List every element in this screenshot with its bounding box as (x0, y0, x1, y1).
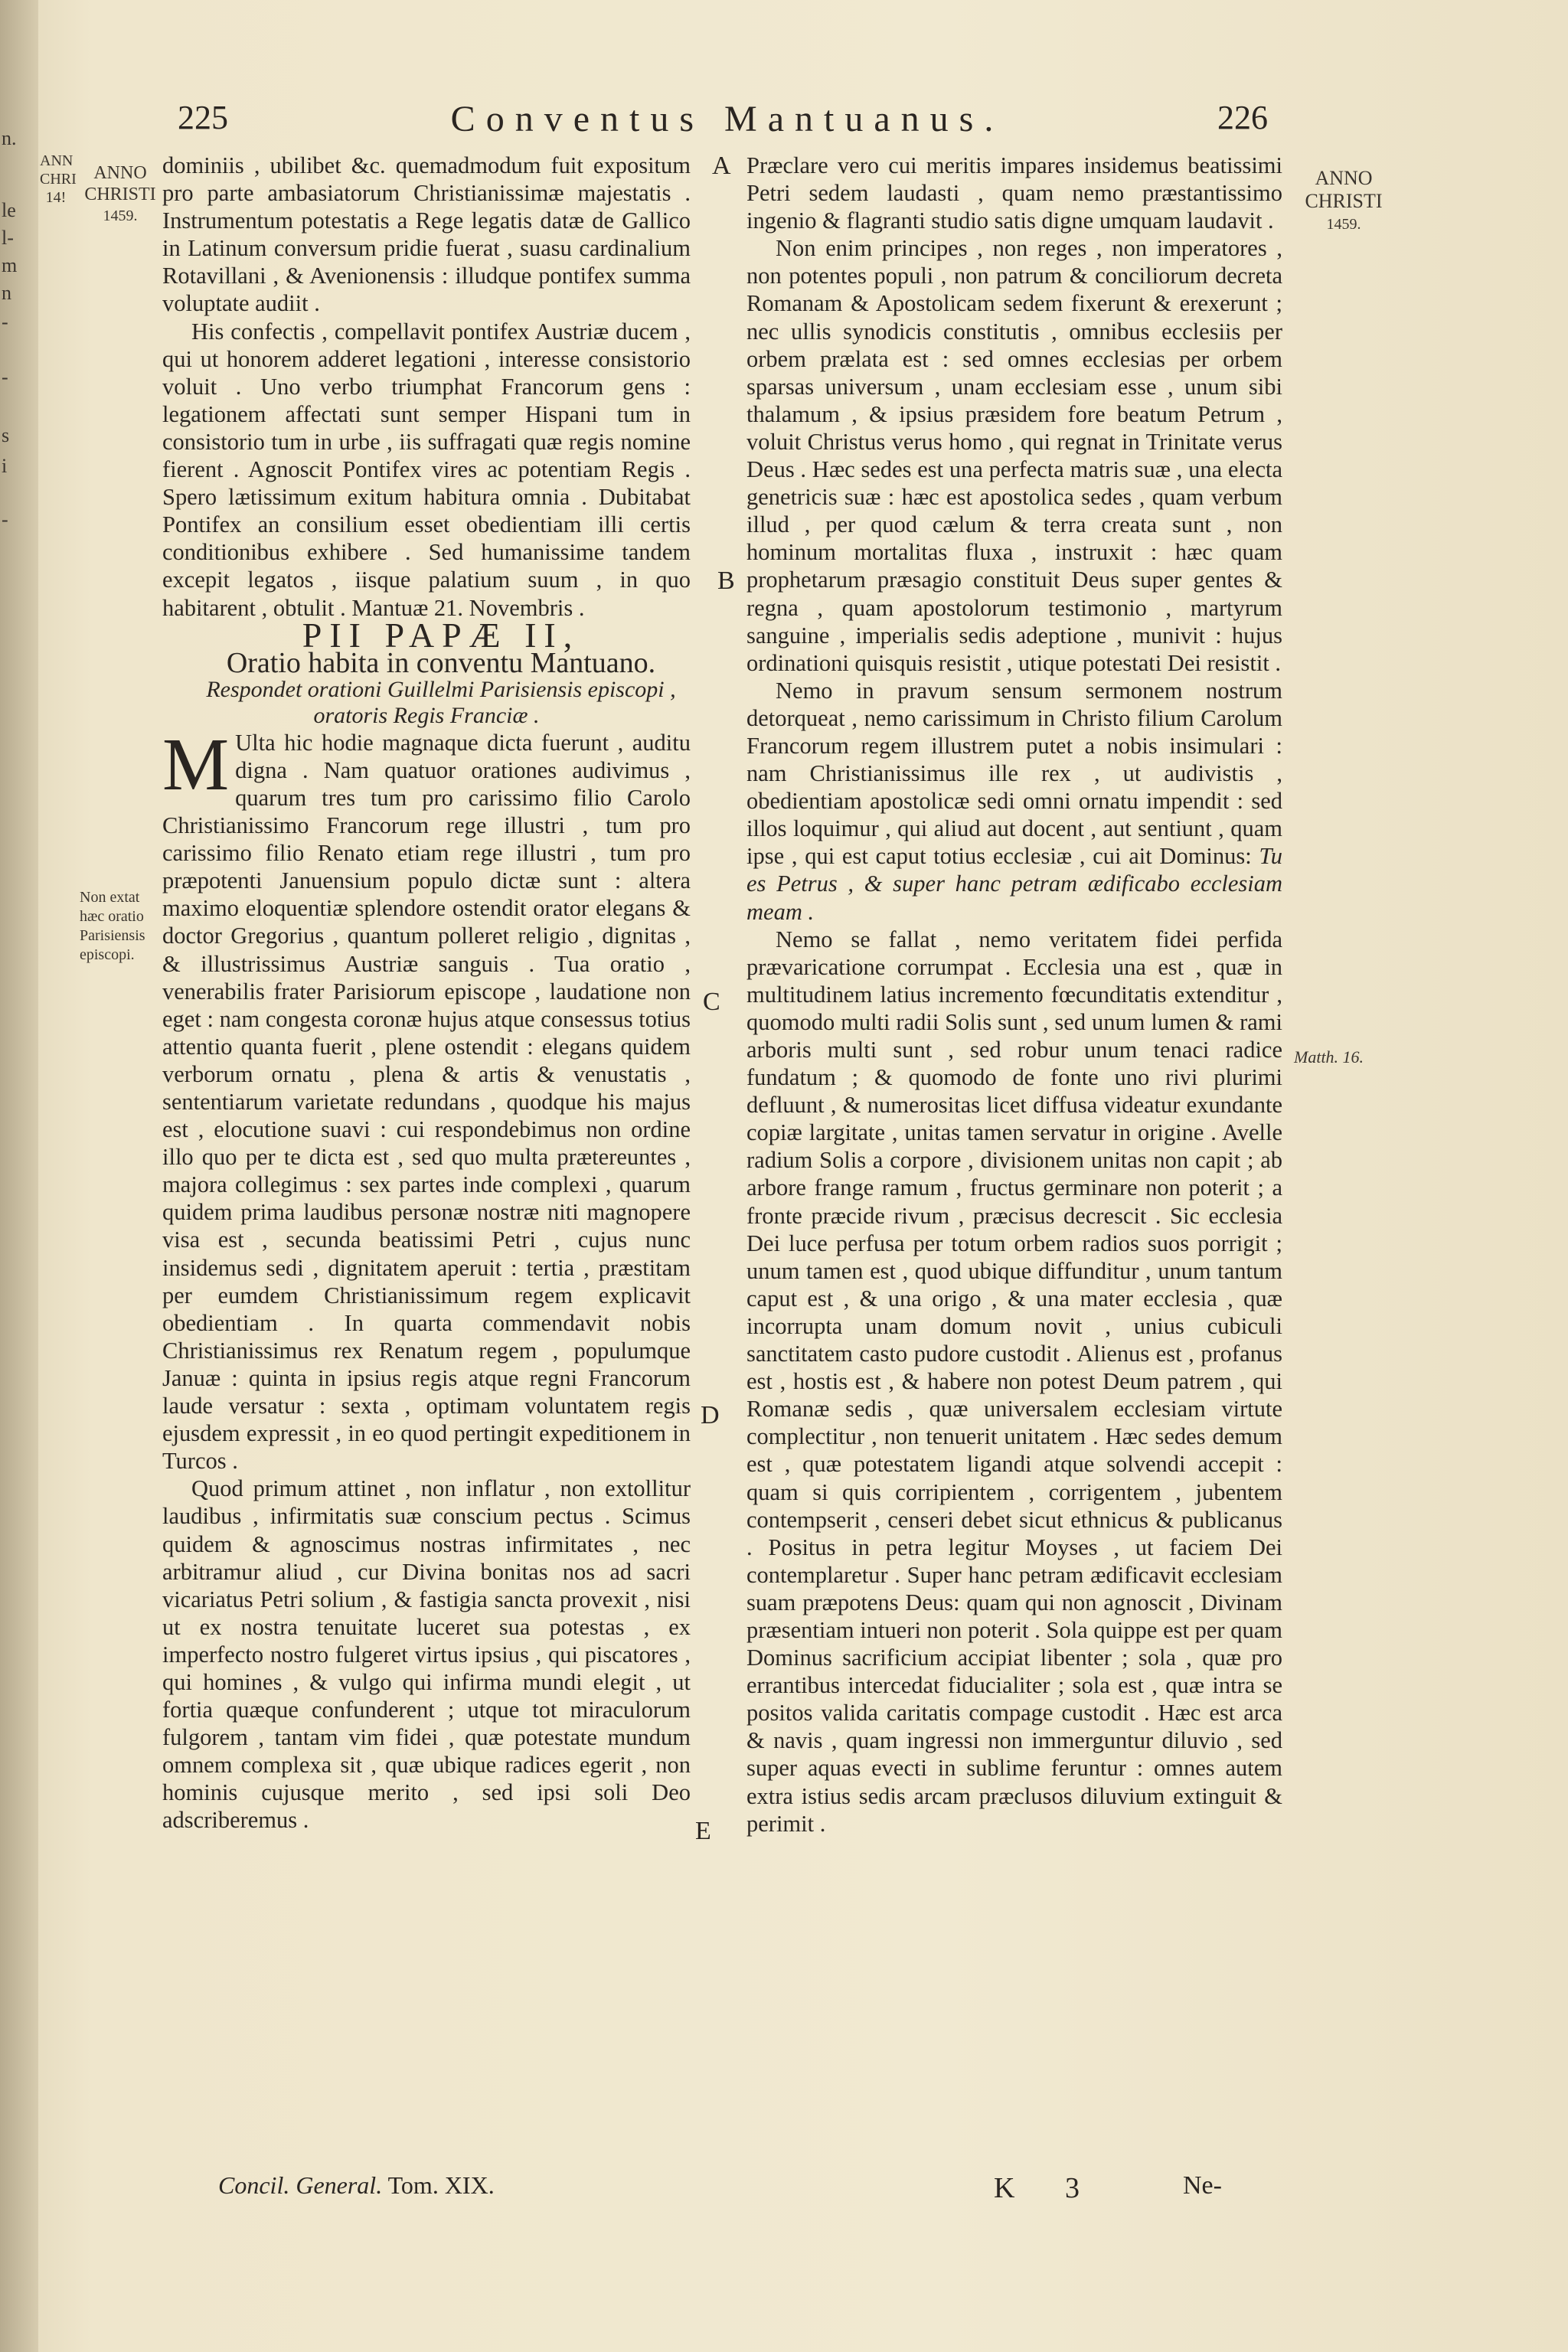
section-title: PII PAPÆ II, (302, 615, 580, 655)
section-subtitle: Oratio habita in conventu Mantuano. (226, 646, 656, 679)
non-extat-note: Non extat hæc oratio Parisiensis episcopi. (80, 889, 145, 963)
margin-fragment: i (2, 455, 8, 477)
catchword: Ne- (1183, 2171, 1222, 2200)
binding-gutter (0, 0, 38, 2352)
anno-christi-left: ANNO CHRISTI 1459. (84, 163, 156, 224)
anno-fragment: ANN CHRI 14! (40, 152, 77, 206)
left-column (162, 152, 691, 1834)
paragraph: Nemo in pravum sensum sermonem nostrum detorqueat , nemo carissimum in Christo filium Carolum Francorum regem illustrem putet a nobis insimulari : nam Christianissimus ille rex , ut audivistis , obedientiam apostolicæ sedi omni ornatu impendit : sed illos loquimur , qui aliud aut docent , aut sentiunt , quam ipse , qui est caput totius ecclesiæ , cui ait Dominus: Tu es Petrus , & super hanc petram ædificabo ecclesiam meam . (746, 677, 1283, 925)
paragraph: M Ulta hic hodie magnaque dicta fuerunt , auditu digna . Nam quatuor orationes audivimus , quarum tres tum pro carissimo filio Carolo Christianissimo Francorum rege illustri , tum pro carissimo filio Renato etiam rege illustri , tum pro præpotenti Januensium populo dictæ sunt : altera maximo eloquentiæ splendore ostendit orator elegans & doctor Gregorius , quantum polleret religio , dignitas , & illustrissimus Austriæ sanguis . Tua oratio , venerabilis frater Parisiorum episcope , laudatione non eget : nam congesta coronæ hujus atque consessus totius attentio quanta fuerit , plene ostendit : elegans quidem verborum ornatu , plena & artis & venustatis , sententiarum varietate redundans , quodque his majus est , elocutione suavi : cui respondebimus non ordine illo quo per te dicta est , sed quo multa prætereuntes , majora collegimus : sex partes inde complexi , quarum quidem prima laudibus personæ nostræ niti magnopere visa est , secunda beatissimi Petri , cujus nunc insidemus sedi , dignitatem aperuit : tertia , præstitam per eumdem Christianissimum regem explicavit obedientiam . In quarta commendavit nobis Christianissimus rex Renatum regem , populumque Januæ : quinta in ipsius regis atque regni Francorum laude versatur : sexta , optimam voluntatem regis ejusdem expressit , in eo quod pertingit expeditionem in Turcos . (162, 723, 691, 1475)
drop-cap: M (162, 723, 230, 806)
section-letter-d: D (701, 1401, 720, 1429)
paragraph: Non enim principes , non reges , non imperatores , non potentes populi , non patrum & conciliorum decreta Romanam & Apostolicam sedem fixerunt & erexerunt ; nec ullis synodicis constitutis , omnibus ecclesiis per orbem prælata est : sed omnes ecclesias per orbem sparsas universum , unam ecclesiam esse , unum sibi thalamum , & ipsius præsidem fore beatum Petrum , voluit Christus verus homo , qui regnat in Trinitate verus Deus . Hæc sedes est una perfecta matris suæ , una electa genetricis suæ : hæc est apostolica sedes , quam verbum illud , per quod cælum & terra creata sunt , non hominum mortalitas fluxa , instruxit : hæc quam prophetarum præsagio constituit Deus super gentes & regna , quam apostolorum testimonio , martyrum sanguine , imperialis sedis adeptione , munivit : hujus ordinationi quisquis resistit , utique potestati Dei resistit . (746, 235, 1282, 676)
section-letter-b: B (717, 567, 735, 595)
rubric: Respondet orationi Guillelmi Parisiensis episcopi , oratoris Regis Franciæ . (206, 676, 676, 728)
anno-christi-right: ANNO CHRISTI 1459. (1305, 167, 1383, 233)
margin-fragment: s (2, 424, 10, 446)
margin-fragment: l- (2, 227, 14, 249)
scripture-quote: Tu es Petrus , & super hanc petram ædificabo ecclesiam meam . (746, 843, 1283, 925)
margin-fragment: - (2, 366, 8, 388)
paragraph: His confectis , compellavit pontifex Austriæ ducem , qui ut honorem adderet legationi , interesse consistorio voluit . Uno verbo triumphat Francorum gens : legationem affectati sunt semper Hispani tum in consistorio tum in urbe , iis suffragati quæ regis nomine fierent . Agnoscit Pontifex vires ac potentiam Regis . Spero lætissimum exitum habitura omnia . Dubitabat Pontifex an consilium esset obedientiam illi certis conditionibus exhibere . Sed humanissime tandem excepit legatos , iisque palatium suum , in quo habitarent , obtulit . Mantuæ 21. Novembris . (162, 318, 691, 621)
section-letter-a: A (712, 152, 731, 180)
matthew-reference: Matth. 16. (1294, 1047, 1364, 1067)
page-header (0, 98, 1568, 144)
margin-fragment: le (2, 199, 16, 221)
right-page-number: 226 (1217, 99, 1268, 136)
margin-fragment: n. (2, 127, 17, 149)
paragraph: Quod primum attinet , non inflatur , non extollitur laudibus , infirmitatis suæ conscium pectus . Scimus quidem & agnoscimus nostras infirmitates , nec arbitramur aliud , cur Divina bonitas nos ad sacri vicariatus Petri solium , & fastigia sancta provexit , nisi ut ex nostra tenuitate luceret sua potestas , ex imperfecto nostro fulgeret virtus ipsius , qui piscatores , qui homines , & vulgo qui infirma mundi elegit , ut fortia quæque confunderent ; utque tot miraculorum fulgorem , tantam vim fidei , quæ potestate mundum omnem complexa sit , quæ ubique radices egerit , non hominis cujusque merito , sed ipsi soli Deo adscriberemus . (162, 1475, 691, 1834)
margin-fragment: m (2, 254, 18, 276)
section-letter-c: C (703, 988, 720, 1016)
running-head: Conventus Mantuanus. (450, 99, 1004, 139)
section-letter-e: E (695, 1817, 711, 1845)
margin-fragment: - (2, 311, 8, 333)
margin-fragment: n (2, 282, 11, 304)
left-page-number: 225 (178, 99, 228, 136)
right-column (746, 152, 1282, 1838)
signature-mark: K 3 (994, 2172, 1101, 2204)
paragraph: Præclare vero cui meritis impares insidemus beatissimi Petri sedem laudasti , quam nemo præstantissimo ingenio & flagranti studio satis digne umquam laudavit . (746, 152, 1282, 234)
paragraph: Nemo se fallat , nemo veritatem fidei perfida prævaricatione corrumpat . Ecclesia una est , quæ in multitudinem latius incremento fœcunditatis extenditur , quomodo multi radii Solis sunt , sed unum lumen & rami arboris multi sunt , sed robur unum tenaci radice fundatum ; & quomodo de fonte uno rivi plurimi defluunt , & numerositas licet diffusa videatur exundante copiæ largitate , unitas tamen servatur in origine . Avelle radium Solis a corpore , divisionem unitas non capit ; ab arbore frange ramum , fructus germinare non poterit ; a fronte præcide rivum , præcisus decrescit . Sic ecclesia Dei luce perfusa per totum orbem radios suos porrigit ; unum tamen est , quod ubique diffunditur , unum tantum caput est , & una origo , & una mater ecclesia , quæ incorrupta unam domum novit , unius cubiculi sanctitatem casto pudore custodit . Alienus est , profanus est , hostis est , & habere non potest Deum patrem , qui Romanæ sedis , quæ universalem ecclesiam virtute complectitur , non tenuerit unitatem . Hæc sedes demum est , quæ potestatem ligandi atque solvendi accepit : quam si quis corripientem , corrigentem , jubentem contempserit , censeri debet sicut ethnicus & publicanus . Positus in petra legitur Moyses , ut faciem Dei contemplaretur . Super hanc petram ædificavit ecclesiam suam præpotens Deus: quam qui non agnoscit , Divinam præsentiam intueri non poterit . Sola quippe est per quam Dominus sacrificium accipiat libenter ; sola , quæ pro errantibus intercedat fiducialiter ; sola est , quæ intra se positos valida caritatis compage custodit . Hæc est arca & navis , quam ingressi non immerguntur diluvio , sed super aquas evecti in sublime feruntur : omnes autem extra istius sedis arcam præclusos diluvium extinguit & perimit . (746, 926, 1282, 1837)
footer-series: Concil. General. Tom. XIX. (218, 2171, 495, 2199)
paragraph: dominiis , ubilibet &c. quemadmodum fuit expositum pro parte ambasiatorum Christianissimæ majestatis . Instrumentum potestatis a Rege legatis datæ de Gallico in Latinum conversum pridie fuerat , suasu cardinalium Rotavillani , & Avenionensis : illudque pontifex summa voluptate audiit . (162, 152, 691, 317)
margin-fragment: - (2, 508, 8, 531)
